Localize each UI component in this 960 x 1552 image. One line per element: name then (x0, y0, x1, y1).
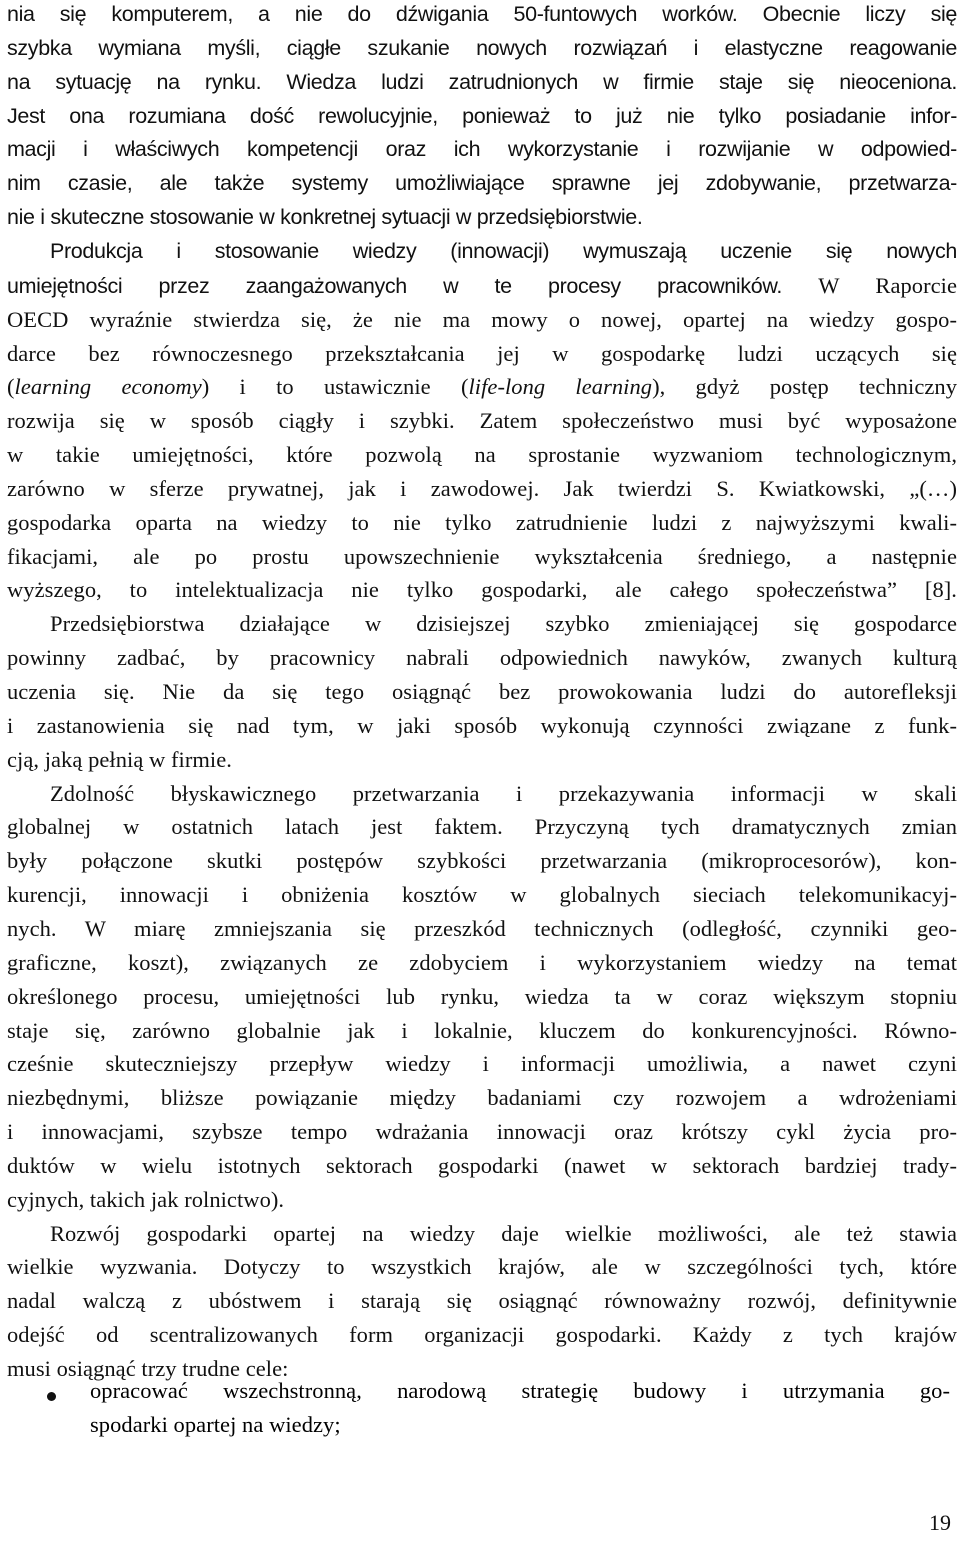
text-line: fikacjami, ale po prostu upowszechnienie wykształcenia średniego, a następnie (7, 544, 957, 569)
page-number: 19 (929, 1510, 951, 1535)
text-line: duktów w wielu istotnych sektorach gospodarki (nawet w sektorach bardziej trady- (7, 1153, 957, 1178)
text-line: i zastanowienia się nad tym, w jaki sposób wykonują czynności związane z funk- (7, 713, 957, 738)
text-line: musi osiągnąć trzy trudne cele: (7, 1356, 289, 1381)
text-line: określonego procesu, umiejętności lub rynku, wiedza ta w coraz większym stopniu (7, 984, 957, 1009)
text-line: Produkcja i stosowanie wiedzy (innowacji) wymuszają uczenie się nowych (50, 239, 957, 263)
text-line: nych. W miarę zmniejszania się przeszkód technicznych (odległość, czynniki geo- (7, 916, 957, 941)
text-line: (learning economy) i to ustawicznie (life-long learning), gdyż postęp techniczny (7, 374, 957, 399)
text-line: zarówno w sferze prywatnej, jak i zawodowej. Jak twierdzi S. Kwiatkowski, „(…) (7, 476, 957, 501)
text-line: niezbędnymi, bliższe powiązanie między badaniami czy rozwojem a wdrożeniami (7, 1085, 957, 1110)
text-line: macji i właściwych kompetencji oraz ich wykorzystanie i rozwijanie w odpowied- (7, 137, 957, 161)
text-line: kurencji, innowacji i obniżenia kosztów w globalnych sieciach telekomunikacyj- (7, 882, 957, 907)
text-line: cyjnych, takich jak rolnictwo). (7, 1187, 285, 1212)
text-line: rozwija się w sposób ciągły i szybki. Zatem społeczeństwo musi być wyposażone (7, 408, 957, 433)
text-line: nadal walczą z ubóstwem i starają się osiągnąć równoważny rozwój, definitywnie (7, 1288, 957, 1313)
text-line: szybka wymiana myśli, ciągłe szukanie nowych rozwiązań i elastyczne reagowanie (7, 36, 957, 60)
text-line: staje się, zarówno globalnie jak i lokalnie, kluczem do konkurencyjności. Równo- (7, 1018, 957, 1043)
text-line: na sytuację na rynku. Wiedza ludzi zatrudnionych w firmie staje się nieoceniona. (7, 70, 957, 94)
text-line: nia się komputerem, a nie do dźwigania 50-funtowych worków. Obecnie liczy się (7, 2, 957, 26)
text-line: globalnej w ostatnich latach jest faktem. Przyczyną tych dramatycznych zmian (7, 814, 957, 839)
text-line: były połączone skutki postępów szybkości przetwarzania (mikroprocesorów), kon- (7, 848, 957, 873)
text-line: darce bez równoczesnego przekształcania jej w gospodarkę ludzi uczących się (7, 341, 957, 366)
text-line: cją, jaką pełnią w firmie. (7, 747, 232, 772)
text-line: nie i skuteczne stosowanie w konkretnej sytuacji w przedsiębiorstwie. (7, 205, 643, 229)
text-line: odejść od scentralizowanych form organizacji gospodarki. Każdy z tych krajów (7, 1322, 957, 1347)
bullet-icon (47, 1392, 56, 1401)
text-line: powinny zadbać, by pracownicy nabrali odpowiednich nawyków, zwanych kulturą (7, 645, 957, 670)
text-line: Rozwój gospodarki opartej na wiedzy daje wielkie możliwości, ale też stawia (50, 1221, 957, 1246)
text-line: cześnie skuteczniejszy przepływ wiedzy i informacji umożliwia, a nawet czyni (7, 1051, 957, 1076)
bullet-item-line-2: spodarki opartej na wiedzy; (90, 1412, 341, 1437)
bullet-item-line-1: opracować wszechstronną, narodową strategię budowy i utrzymania go- (90, 1378, 950, 1403)
text-line: graficzne, koszt), związanych ze zdobyciem i wykorzystaniem wiedzy na temat (7, 950, 957, 975)
text-line: Przedsiębiorstwa działające w dzisiejszej szybko zmieniającej się gospodarce (50, 611, 957, 636)
text-line: nim czasie, ale także systemy umożliwiające sprawne jej zdobywanie, przetwarza- (7, 171, 957, 195)
text-line: w takie umiejętności, które pozwolą na sprostanie wyzwaniom technologicznym, (7, 442, 957, 467)
text-line: umiejętności przez zaangażowanych w te procesy pracowników. W Raporcie (7, 273, 957, 298)
text-line: OECD wyraźnie stwierdza się, że nie ma mowy o nowej, opartej na wiedzy gospo- (7, 307, 957, 332)
text-line: wielkie wyzwania. Dotyczy to wszystkich krajów, ale w szczególności tych, które (7, 1254, 957, 1279)
text-line: Zdolność błyskawicznego przetwarzania i przekazywania informacji w skali (50, 781, 957, 806)
text-line: wyższego, to intelektualizacja nie tylko gospodarki, ale całego społeczeństwa” [8]. (7, 577, 957, 602)
text-line: gospodarka oparta na wiedzy to nie tylko zatrudnienie ludzi z najwyższymi kwali- (7, 510, 957, 535)
text-line: uczenia się. Nie da się tego osiągnąć bez prowokowania ludzi do autorefleksji (7, 679, 957, 704)
text-line: i innowacjami, szybsze tempo wdrażania innowacji oraz krótszy cykl życia pro- (7, 1119, 957, 1144)
text-line: Jest ona rozumiana dość rewolucyjnie, ponieważ to już nie tylko posiadanie infor- (7, 104, 957, 128)
